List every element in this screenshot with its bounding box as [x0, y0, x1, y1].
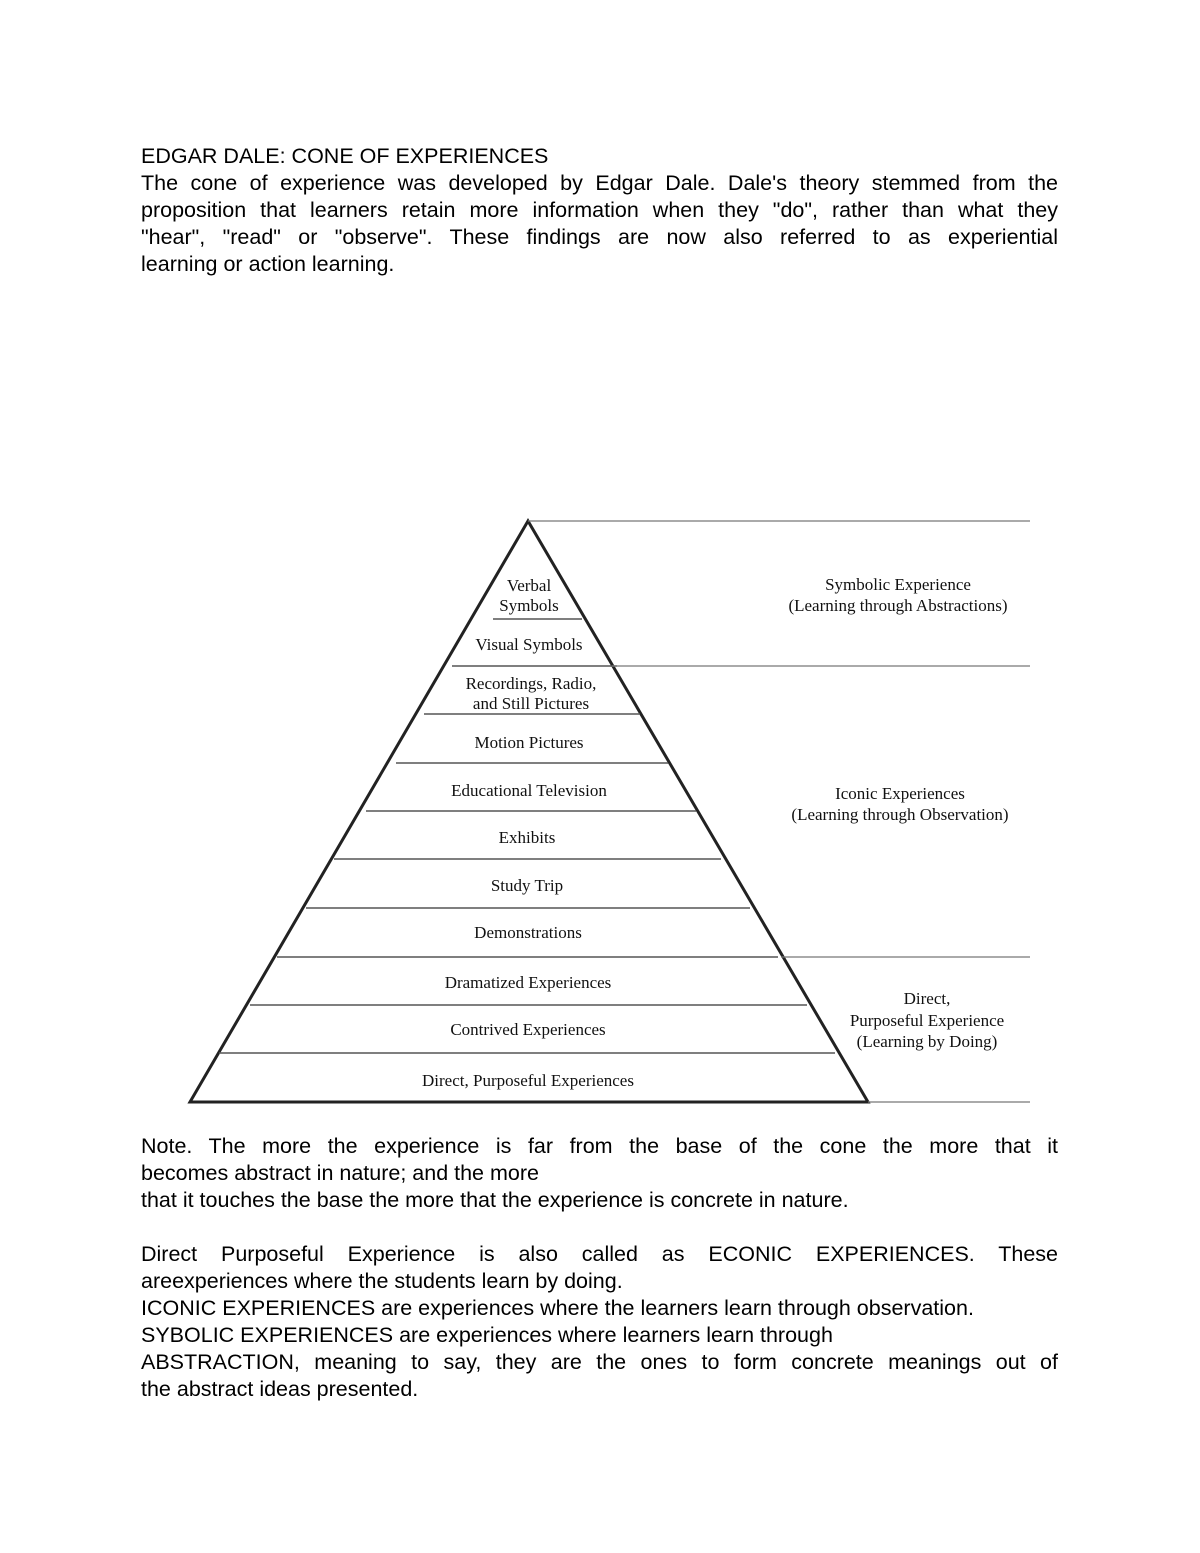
- cone-level-label: Exhibits: [498, 828, 556, 847]
- experience-definitions: [141, 1241, 1058, 1403]
- cone-level-label: Dramatized Experiences: [444, 973, 612, 992]
- note-line: becomes abstract in nature; and the more: [141, 1161, 539, 1185]
- note-paragraph: [141, 1133, 1058, 1214]
- category-label-symbolic: (Learning through Abstractions): [788, 596, 1008, 615]
- cone-level-label: Educational Television: [451, 781, 607, 800]
- cone-level-label: Motion Pictures: [474, 733, 584, 752]
- category-label-direct: (Learning by Doing): [856, 1032, 998, 1051]
- category-label-direct: Direct,: [903, 989, 951, 1008]
- definition-line: ICONIC EXPERIENCES are experiences where the learners learn through observation.: [141, 1296, 974, 1320]
- cone-level-label: Visual Symbols: [475, 635, 583, 654]
- definition-line: the abstract ideas presented.: [141, 1377, 419, 1401]
- category-label-iconic: Iconic Experiences: [835, 784, 965, 803]
- cone-level-label: Verbal: [506, 576, 552, 595]
- document-title: EDGAR DALE: CONE OF EXPERIENCES: [141, 144, 549, 168]
- intro-line: learning or action learning.: [141, 252, 395, 276]
- intro-line: The cone of experience was developed by Edgar Dale. Dale's theory stemmed from the: [141, 171, 1058, 195]
- category-label-symbolic: Symbolic Experience: [825, 575, 971, 594]
- definition-line: ABSTRACTION, meaning to say, they are the ones to form concrete meanings out of: [141, 1350, 1058, 1374]
- intro-line: "hear", "read" or "observe". These findings are now also referred to as experiential: [141, 225, 1058, 249]
- cone-level-label: and Still Pictures: [472, 694, 590, 713]
- cone-level-label: Contrived Experiences: [450, 1020, 606, 1039]
- cone-level-label: Demonstrations: [474, 923, 582, 942]
- category-label-iconic: (Learning through Observation): [791, 805, 1009, 824]
- cone-level-label: Direct, Purposeful Experiences: [422, 1071, 634, 1090]
- cone-level-label: Symbols: [499, 596, 559, 615]
- intro-line: proposition that learners retain more information when they "do", rather than what they: [141, 198, 1058, 222]
- note-line: that it touches the base the more that the experience is concrete in nature.: [141, 1188, 849, 1212]
- cone-level-label: Study Trip: [490, 876, 564, 895]
- definition-line: SYBOLIC EXPERIENCES are experiences where learners learn through: [141, 1323, 833, 1347]
- cone-level-label: Recordings, Radio,: [465, 674, 597, 693]
- definition-line: Direct Purposeful Experience is also called as ECONIC EXPERIENCES. These: [141, 1242, 1058, 1266]
- category-label-direct: Purposeful Experience: [849, 1011, 1005, 1030]
- definition-line: areexperiences where the students learn by doing.: [141, 1269, 623, 1293]
- note-line: Note. The more the experience is far from the base of the cone the more that it: [141, 1134, 1058, 1158]
